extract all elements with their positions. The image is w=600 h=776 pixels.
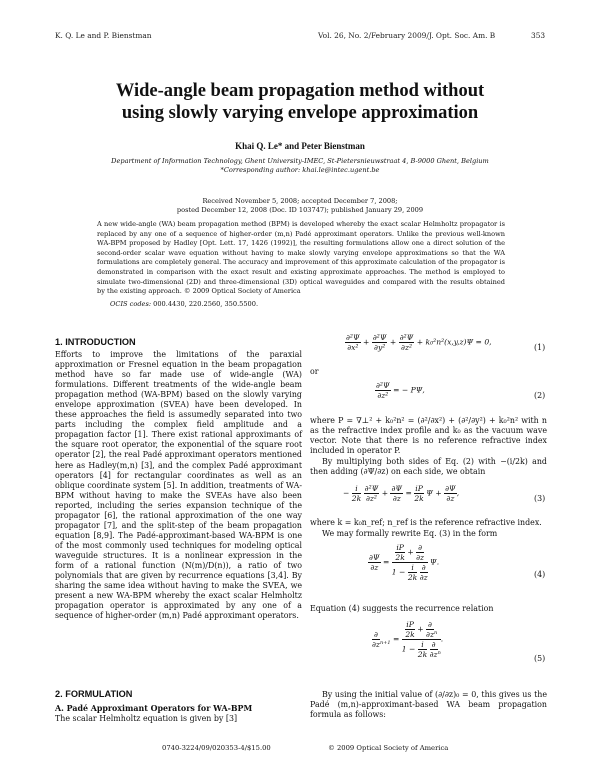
affiliation-line-1: Department of Information Technology, Ghent University-IMEC, St-Pietersnieuwstraat 4, B-9000 Ghent, Belgium bbox=[111, 157, 489, 165]
or-text: or bbox=[310, 367, 319, 376]
equation-2-number: (2) bbox=[534, 391, 546, 400]
ocis-codes bbox=[110, 300, 258, 308]
title-line-1: Wide-angle beam propagation method without bbox=[115, 81, 485, 101]
ocis-label: OCIS codes: bbox=[110, 300, 152, 308]
footer-issn: 0740-3224/09/020353-4/$15.00 bbox=[162, 744, 271, 752]
initial-value-text: By using the initial value of (∂/∂z)₀ = 0, this gives us the Padé (m,n)-approximant-based WA beam propagation formula as follows: bbox=[310, 690, 547, 720]
where-k-text: where k = k₀n_ref; n_ref is the reference refractive index. bbox=[310, 518, 542, 527]
equation-2: $\frac{\text{∂²Ψ}}{\text{∂z²}}$ = − PΨ, bbox=[376, 381, 425, 400]
multiply-text: By multiplying both sides of Eq. (2) with −(i/2k) and then adding (∂Ψ/∂z) on each side, we obtain bbox=[310, 457, 547, 477]
helmholtz-intro-text: The scalar Helmholtz equation is given by [3] bbox=[55, 714, 238, 723]
equation-2-tail: = − PΨ, bbox=[393, 385, 425, 395]
equation-4: $\frac{\partial\Psi}{\partial z}$ = $\frac{iP}{2k}$ + $\frac{\partial}{\partial z}$ 1 − $\frac{i}{2k}$ $\frac{\partial}{\partial z}$ Ψ. bbox=[369, 543, 440, 582]
introduction-text: Efforts to improve the limitations of the paraxial approximation or Fresnel equation in the beam propagation method have so far made use of wide-angle (WA) formulations. Different treatments of the wide-angle beam propagation method (WA-BPM) based on the slowly varying envelope approximation (SVEA) have been developed. In these approaches the field is assumedly separated into two parts including the complex field amplitude and a propagation factor [1]. There exist rational approximants of the square root operator, the exponential of the square root operator [2], the real Padé approximant operators mentioned here as Hadley(m,n) [3], and the complex Padé approximant operators [4] for rectangular coordinates as well as an oblique coordinate system [5]. In addition, treatments of WA-BPM without having to make the SVEAs have also been reported, including the series expansion technique of the propagator [6], the rational approximation of the one way propagator [7], and the split-step of the beam propagation equation [8,9]. The Padé-approximant-based WA-BPM is one of the most commonly used techniques for modeling optical waveguide structures. It is a nonlinear expression in the form of a rational function (N(m)/D(n)), a ratio of two polynomials that are given by recurrence equations [3,4]. By sharing the same idea without having to make the SVEA, we present a new WA-BPM whereby the exact scalar Helmholtz propagation operator is approximated by any one of a sequence of higher-order (m,n) Padé approximant operators. bbox=[55, 350, 302, 621]
recurrence-text: Equation (4) suggests the recurrence relation bbox=[310, 604, 494, 613]
where-operator-text: where P = ∇⊥² + k₀²n² = (∂²/∂x²) + (∂²/∂y²) + k₀²n² with n as the refractive index profile and k₀ as the vacuum wave vector. Note that there is no reference refractive index included in operator P. bbox=[310, 416, 547, 456]
corresponding-author: *Corresponding author: khai.le@intec.ugent.be bbox=[220, 166, 380, 174]
dates-line-2: posted December 12, 2008 (Doc. ID 103747); published January 29, 2009 bbox=[176, 206, 424, 214]
equation-3: − $\frac{i}{2k}$ $\frac{\text{∂²Ψ}}{\text{∂z²}}$ + $\frac{\partial\Psi}{\partial z}$ = $\frac{iP}{2k}$ Ψ + $\frac{\partial\Psi}{\partial z}$ , bbox=[343, 484, 460, 503]
title-line-2: using slowly varying envelope approximation bbox=[121, 103, 479, 123]
equation-1: $\frac{\text{∂²Ψ}}{\text{∂x²}}$ + $\frac{\text{∂²Ψ}}{\text{∂y²}}$ + $\frac{\text{∂²Ψ}}{\text{∂z²}}$ + k₀²n²(x,y,z)Ψ = 0, bbox=[346, 333, 492, 352]
equation-1-number: (1) bbox=[534, 343, 546, 352]
abstract: A new wide-angle (WA) beam propagation method (BPM) is developed whereby the exact scalar Helmholtz propagator is replaced by any one of a sequence of higher-order (m,n) Padé approximant operators. Unlike the previous well-known WA-BPM proposed by Hadley [Opt. Lett. 17, 1426 (1992)], the resulting formulations allow one a direct solution of the second-order scalar wave equation without having to make slowly varying envelope approximations so that the WA formulations are completely general. The accuracy and improvement of this approximate calculation of the propagator is demonstrated in comparison with the exact result and existing approximate approaches. The method is employed to simulate two-dimensional (2D) and three-dimensional (3D) optical waveguides and compared with the results obtained by the existing approach. © 2009 Optical Society of America bbox=[97, 220, 505, 296]
affiliation bbox=[0, 157, 600, 175]
dates-line-1: Received November 5, 2008; accepted December 7, 2008; bbox=[202, 197, 398, 205]
equation-1-tail: + k₀²n²(x,y,z)Ψ = 0, bbox=[416, 337, 492, 347]
equation-5: $\frac{\partial}{\partial z}$ $_{n+1}$ = $\frac{iP}{2k}$ + $\frac{\partial}{\partial z}$ $_n$ 1 − $\frac{i}{2k}$ $\frac{\partial}{\partial z}$ $_n$ . bbox=[372, 620, 444, 659]
ocis-values: 000.4430, 220.2560, 350.5500. bbox=[153, 300, 259, 308]
rewrite-text: We may formally rewrite Eq. (3) in the form bbox=[322, 529, 498, 538]
subsection-heading: A. Padé Approximant Operators for WA-BPM bbox=[55, 704, 253, 713]
page-number: 353 bbox=[531, 31, 546, 40]
section-heading-introduction: 1. INTRODUCTION bbox=[55, 337, 136, 347]
paper-title bbox=[0, 80, 600, 124]
equation-4-number: (4) bbox=[534, 570, 546, 579]
section-heading-formulation: 2. FORMULATION bbox=[55, 689, 133, 699]
equation-5-number: (5) bbox=[534, 654, 546, 663]
running-header-journal: Vol. 26, No. 2/February 2009/J. Opt. Soc. Am. B bbox=[318, 31, 496, 40]
equation-3-number: (3) bbox=[534, 494, 546, 503]
running-header-authors: K. Q. Le and P. Bienstman bbox=[55, 31, 152, 40]
publication-dates bbox=[0, 197, 600, 215]
author-list: Khai Q. Le* and Peter Bienstman bbox=[235, 141, 365, 151]
footer-copyright: © 2009 Optical Society of America bbox=[328, 744, 449, 752]
